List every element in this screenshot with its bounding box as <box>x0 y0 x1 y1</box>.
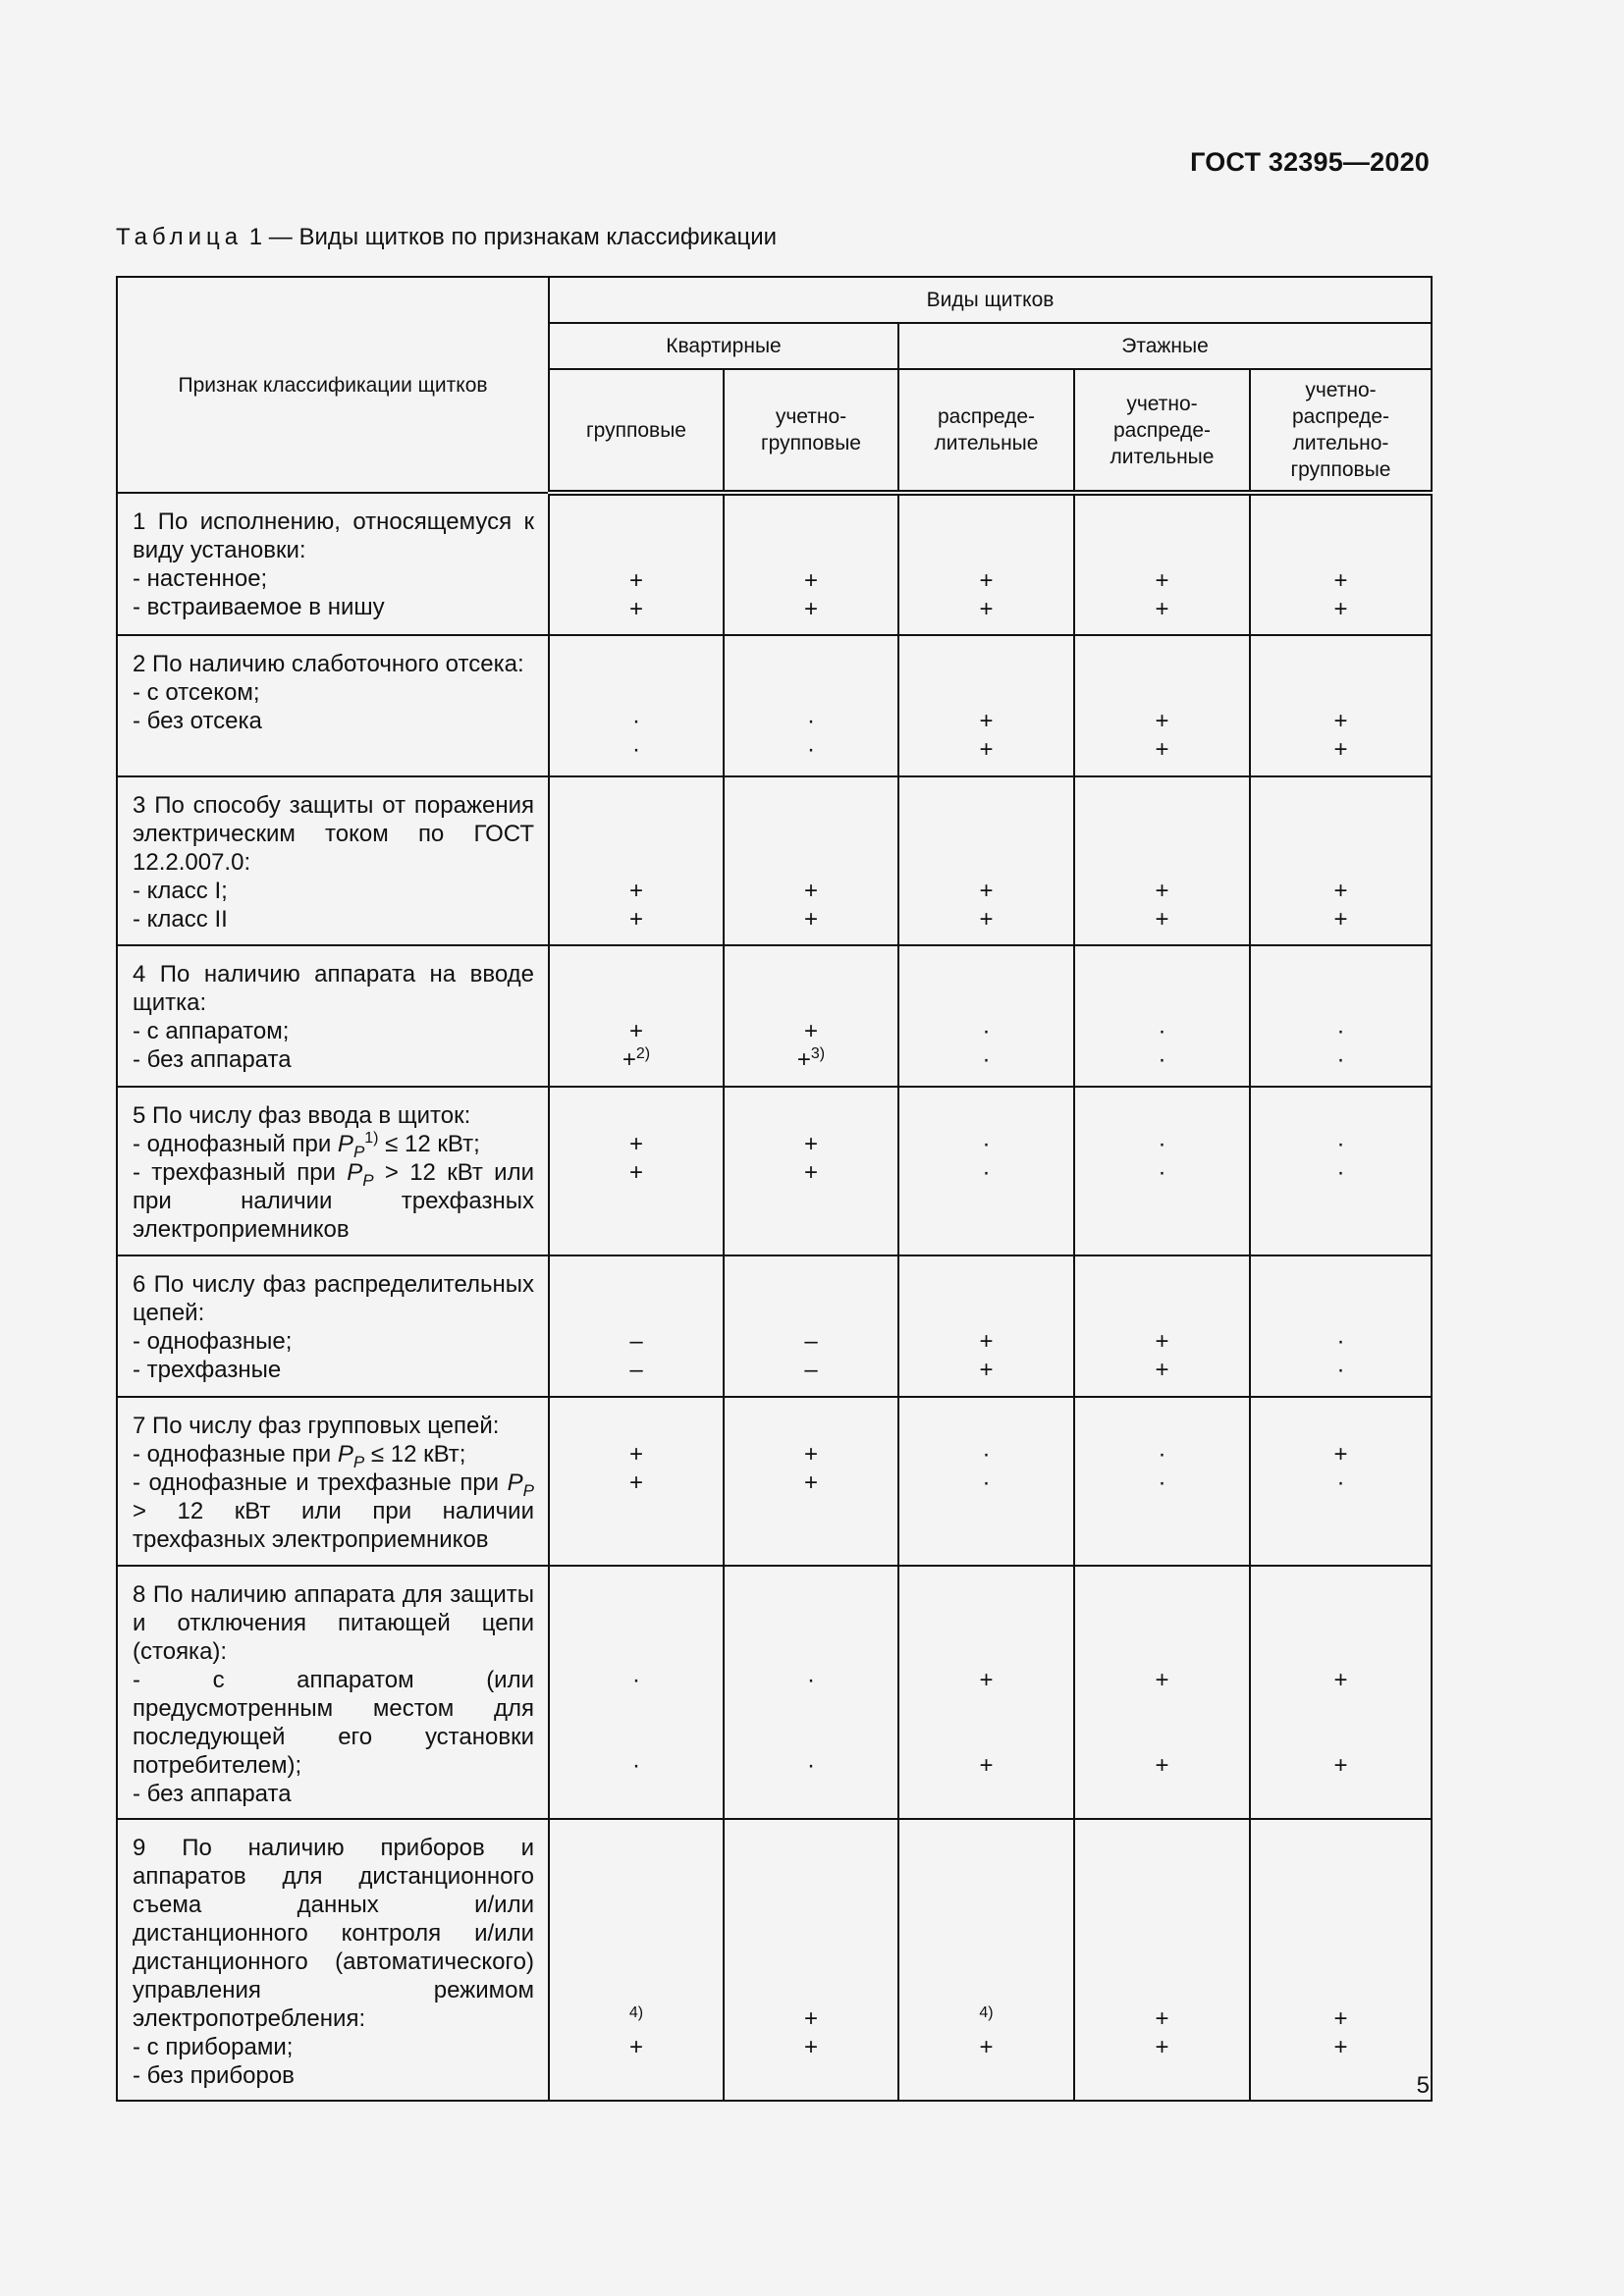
feature-title: 3 По способу защиты от поражения электрическим током по ГОСТ 12.2.007.0: <box>133 792 534 876</box>
value-mark: · <box>1336 1357 1345 1383</box>
column-header-line: групповые <box>1290 458 1391 481</box>
option-text: - однофазные и трехфазные при <box>133 1469 508 1496</box>
feature-option: - настенное; <box>133 565 268 592</box>
value-cell <box>898 635 1074 776</box>
table-row <box>117 1087 1432 1255</box>
value-cell <box>1074 945 1250 1087</box>
value-cell <box>1250 1397 1432 1566</box>
value-cell <box>1250 1255 1432 1397</box>
power-subscript: P <box>362 1170 374 1190</box>
value-mark: · <box>1336 1046 1345 1073</box>
feature-option: - без приборов <box>133 2062 295 2089</box>
value-mark: + <box>979 1357 994 1383</box>
value-mark: – <box>629 1357 643 1383</box>
value-mark: · <box>1336 1018 1345 1044</box>
document-code: ГОСТ 32395—2020 <box>1190 147 1430 177</box>
feature-option: - без аппарата <box>133 1046 292 1073</box>
value-mark: + <box>628 906 643 933</box>
value-mark: – <box>629 1328 643 1355</box>
value-mark: + <box>1155 736 1169 763</box>
feature-header: Признак классификации щитков <box>178 373 488 397</box>
feature-cell <box>117 1566 549 1819</box>
caption-text: 1 — Виды щитков по признакам классификации <box>243 224 777 250</box>
footnote-ref: 2) <box>635 1045 651 1062</box>
value-mark: + <box>622 1046 636 1073</box>
feature-option: - без аппарата <box>133 1781 292 1807</box>
value-mark: + <box>979 567 994 594</box>
value-mark: · <box>982 1441 991 1468</box>
value-mark: + <box>1333 736 1348 763</box>
value-cell <box>1250 635 1432 776</box>
value-mark: · <box>632 736 640 763</box>
column-header-line: лительные <box>934 432 1039 454</box>
feature-option <box>133 1130 534 1161</box>
value-mark: + <box>628 878 643 904</box>
group-label: Квартирные <box>666 335 782 357</box>
column-header-line: групповые <box>586 418 686 442</box>
value-mark: + <box>1155 1752 1169 1779</box>
caption-label: Таблица <box>116 224 244 250</box>
value-mark: + <box>628 1018 643 1044</box>
power-subscript: P <box>522 1480 534 1500</box>
table-row <box>117 1566 1432 1819</box>
feature-header-cell <box>117 277 549 493</box>
power-symbol: P <box>337 1131 353 1157</box>
option-text: ≤ 12 кВт; <box>364 1441 466 1468</box>
types-header-cell <box>549 277 1432 323</box>
feature-title: 6 По числу фаз распределительных цепей: <box>133 1271 534 1326</box>
value-cell <box>549 776 724 945</box>
feature-cell <box>117 635 549 776</box>
value-mark: + <box>1333 708 1348 734</box>
page-number: 5 <box>1416 2072 1430 2099</box>
column-header-line: учетно- <box>775 405 847 428</box>
column-header-group <box>549 369 724 493</box>
value-mark: · <box>982 1046 991 1073</box>
value-mark: + <box>1155 1328 1169 1355</box>
value-mark: + <box>1333 1752 1348 1779</box>
value-cell <box>724 1566 898 1819</box>
value-mark: + <box>1333 596 1348 622</box>
value-cell <box>1074 635 1250 776</box>
value-mark: + <box>628 1159 643 1186</box>
value-mark: · <box>807 708 815 734</box>
value-cell <box>1250 1819 1432 2101</box>
value-mark: · <box>1336 1131 1345 1157</box>
feature-option: - с приборами; <box>133 2034 294 2060</box>
types-header: Виды щитков <box>926 289 1055 311</box>
value-mark: + <box>1155 878 1169 904</box>
value-cell <box>724 1255 898 1397</box>
value-mark: + <box>1155 1357 1169 1383</box>
column-header-line: лительные <box>1110 445 1215 468</box>
feature-option <box>133 1158 534 1244</box>
value-mark: + <box>1155 708 1169 734</box>
feature-option: - класс II <box>133 906 228 933</box>
value-mark: + <box>979 708 994 734</box>
value-mark: + <box>1333 878 1348 904</box>
value-cell <box>724 1087 898 1255</box>
group-header-floor <box>898 323 1432 369</box>
value-cell <box>549 635 724 776</box>
value-cell <box>549 1566 724 1819</box>
value-cell <box>549 1255 724 1397</box>
feature-cell <box>117 1087 549 1255</box>
value-mark: + <box>628 2034 643 2060</box>
value-cell <box>1074 1566 1250 1819</box>
column-header-metering-distribution <box>1074 369 1250 493</box>
value-mark: · <box>632 1667 640 1693</box>
feature-title: 1 По исполнению, относящемуся к виду установки: <box>133 508 534 563</box>
value-cell <box>1250 1087 1432 1255</box>
value-mark: + <box>1333 567 1348 594</box>
column-header-distribution <box>898 369 1074 493</box>
value-cell <box>898 1819 1074 2101</box>
value-mark: · <box>1158 1469 1166 1496</box>
power-symbol: P <box>507 1469 523 1496</box>
feature-option: - класс I; <box>133 878 228 904</box>
feature-cell <box>117 1397 549 1566</box>
value-mark: + <box>803 567 818 594</box>
value-mark: + <box>1333 1441 1348 1468</box>
footnote-ref: 3) <box>810 1045 826 1062</box>
value-mark: + <box>1155 906 1169 933</box>
feature-option: - однофазные; <box>133 1328 293 1355</box>
footnote-ref: 4) <box>628 2004 644 2021</box>
table-row <box>117 1255 1432 1397</box>
column-header-metering-distribution-group <box>1250 369 1432 493</box>
value-mark: + <box>803 1441 818 1468</box>
feature-option: - с аппаратом (или предусмотренным местом для последующей его установки потребителем); <box>133 1667 534 1779</box>
value-mark: + <box>803 1018 818 1044</box>
value-mark: + <box>628 596 643 622</box>
value-mark: · <box>807 1667 815 1693</box>
value-mark: + <box>803 2005 818 2032</box>
value-mark: + <box>803 1469 818 1496</box>
table-row <box>117 493 1432 635</box>
value-cell <box>1250 1566 1432 1819</box>
value-mark: + <box>1155 2034 1169 2060</box>
power-symbol: P <box>337 1441 353 1468</box>
value-cell <box>1074 776 1250 945</box>
value-cell <box>898 1255 1074 1397</box>
value-mark: · <box>982 1018 991 1044</box>
column-header-line: групповые <box>761 432 861 454</box>
value-mark: + <box>803 2034 818 2060</box>
group-header-apartment <box>549 323 898 369</box>
value-mark: · <box>1336 1159 1345 1186</box>
value-mark: + <box>803 596 818 622</box>
value-cell <box>1074 1255 1250 1397</box>
value-mark: + <box>803 878 818 904</box>
option-text: ≤ 12 кВт; <box>378 1131 480 1157</box>
value-cell <box>724 1397 898 1566</box>
value-cell <box>724 776 898 945</box>
option-text: - однофазные при <box>133 1441 338 1468</box>
value-mark: + <box>1155 1667 1169 1693</box>
classification-table <box>116 276 1433 2102</box>
value-mark: · <box>1158 1018 1166 1044</box>
value-mark: + <box>628 1131 643 1157</box>
table-caption <box>116 224 777 251</box>
value-mark: + <box>1333 2034 1348 2060</box>
column-header-line: распреде- <box>1291 405 1390 428</box>
value-cell <box>898 1087 1074 1255</box>
value-mark: · <box>1336 1469 1345 1496</box>
value-mark: · <box>1158 1441 1166 1468</box>
footnote-ref: 1) <box>364 1130 379 1147</box>
group-label: Этажные <box>1121 335 1209 357</box>
value-mark: + <box>979 1752 994 1779</box>
value-mark: + <box>1155 596 1169 622</box>
value-cell <box>898 945 1074 1087</box>
value-cell <box>724 1819 898 2101</box>
value-cell <box>898 493 1074 635</box>
value-mark: · <box>632 708 640 734</box>
value-mark: · <box>1158 1046 1166 1073</box>
value-cell <box>549 945 724 1087</box>
column-header-line: учетно- <box>1305 379 1377 401</box>
value-mark: + <box>628 567 643 594</box>
feature-title: 9 По наличию приборов и аппаратов для дистанционного съема данных и/или дистанционного контроля и/или дистанционного (автоматического) управления режимом электропотребления: <box>133 1835 534 2032</box>
value-mark: + <box>1333 1667 1348 1693</box>
value-mark: – <box>804 1357 818 1383</box>
footnote-ref: 4) <box>979 2004 994 2021</box>
column-header-line: лительно- <box>1292 432 1389 454</box>
value-mark: + <box>979 736 994 763</box>
value-mark: · <box>982 1469 991 1496</box>
power-subscript: P <box>352 1452 365 1471</box>
value-cell <box>724 493 898 635</box>
value-mark: + <box>979 906 994 933</box>
value-cell <box>549 1087 724 1255</box>
value-mark: + <box>796 1046 811 1073</box>
value-mark: · <box>1336 1328 1345 1355</box>
table-row <box>117 945 1432 1087</box>
value-mark: · <box>807 1752 815 1779</box>
value-cell <box>898 1397 1074 1566</box>
value-mark: + <box>1155 567 1169 594</box>
value-cell <box>1250 493 1432 635</box>
value-mark: + <box>979 878 994 904</box>
value-cell <box>1250 776 1432 945</box>
feature-cell <box>117 1255 549 1397</box>
value-cell <box>724 945 898 1087</box>
value-mark: + <box>979 1667 994 1693</box>
value-cell <box>898 1566 1074 1819</box>
value-cell <box>898 776 1074 945</box>
value-cell <box>1074 1397 1250 1566</box>
value-mark: + <box>1333 2005 1348 2032</box>
table-row <box>117 1397 1432 1566</box>
value-mark: + <box>803 1131 818 1157</box>
value-mark: · <box>807 736 815 763</box>
feature-cell <box>117 776 549 945</box>
value-cell <box>1074 493 1250 635</box>
feature-option <box>133 1440 534 1471</box>
column-header-metering-group <box>724 369 898 493</box>
feature-option: - с отсеком; <box>133 679 260 706</box>
feature-cell <box>117 945 549 1087</box>
feature-option <box>133 1468 534 1554</box>
option-text: - трехфазный при <box>133 1159 348 1186</box>
column-header-line: распреде- <box>1112 418 1212 442</box>
value-mark: + <box>628 1469 643 1496</box>
option-text: - однофазный при <box>133 1131 338 1157</box>
value-cell <box>1074 1819 1250 2101</box>
value-mark: + <box>1155 2005 1169 2032</box>
value-mark: · <box>1158 1131 1166 1157</box>
feature-title: 5 По числу фаз ввода в щиток: <box>133 1102 471 1129</box>
feature-option: - с аппаратом; <box>133 1018 290 1044</box>
table-row <box>117 1819 1432 2101</box>
value-mark: · <box>982 1159 991 1186</box>
feature-title: 7 По числу фаз групповых цепей: <box>133 1413 500 1439</box>
value-mark: · <box>1158 1159 1166 1186</box>
power-subscript: P <box>352 1142 365 1161</box>
power-symbol: P <box>347 1159 363 1186</box>
feature-title: 4 По наличию аппарата на вводе щитка: <box>133 961 534 1016</box>
value-cell <box>724 635 898 776</box>
value-cell <box>1250 945 1432 1087</box>
value-cell <box>549 1819 724 2101</box>
value-mark: – <box>804 1328 818 1355</box>
value-mark: · <box>632 1752 640 1779</box>
value-mark: + <box>628 1441 643 1468</box>
value-cell <box>1074 1087 1250 1255</box>
option-text: > 12 кВт или при наличии трехфазных электроприемников <box>133 1498 534 1553</box>
value-mark: + <box>979 1328 994 1355</box>
column-header-line: распреде- <box>937 405 1036 428</box>
feature-cell <box>117 493 549 635</box>
value-mark: · <box>982 1131 991 1157</box>
value-mark: + <box>979 596 994 622</box>
feature-cell <box>117 1819 549 2101</box>
column-header-line: учетно- <box>1126 392 1198 415</box>
feature-option: - без отсека <box>133 708 262 734</box>
value-cell <box>549 493 724 635</box>
value-mark: + <box>803 906 818 933</box>
value-mark: + <box>1333 906 1348 933</box>
table-row <box>117 776 1432 945</box>
feature-option: - встраиваемое в нишу <box>133 594 385 620</box>
value-cell <box>549 1397 724 1566</box>
table-row <box>117 635 1432 776</box>
feature-title: 2 По наличию слаботочного отсека: <box>133 651 524 677</box>
feature-title: 8 По наличию аппарата для защиты и отключения питающей цепи (стояка): <box>133 1581 534 1665</box>
value-mark: + <box>803 1159 818 1186</box>
value-mark: + <box>979 2034 994 2060</box>
option-text: > 12 кВт или при наличии трехфазных электроприемников <box>133 1159 535 1243</box>
feature-option: - трехфазные <box>133 1357 282 1383</box>
